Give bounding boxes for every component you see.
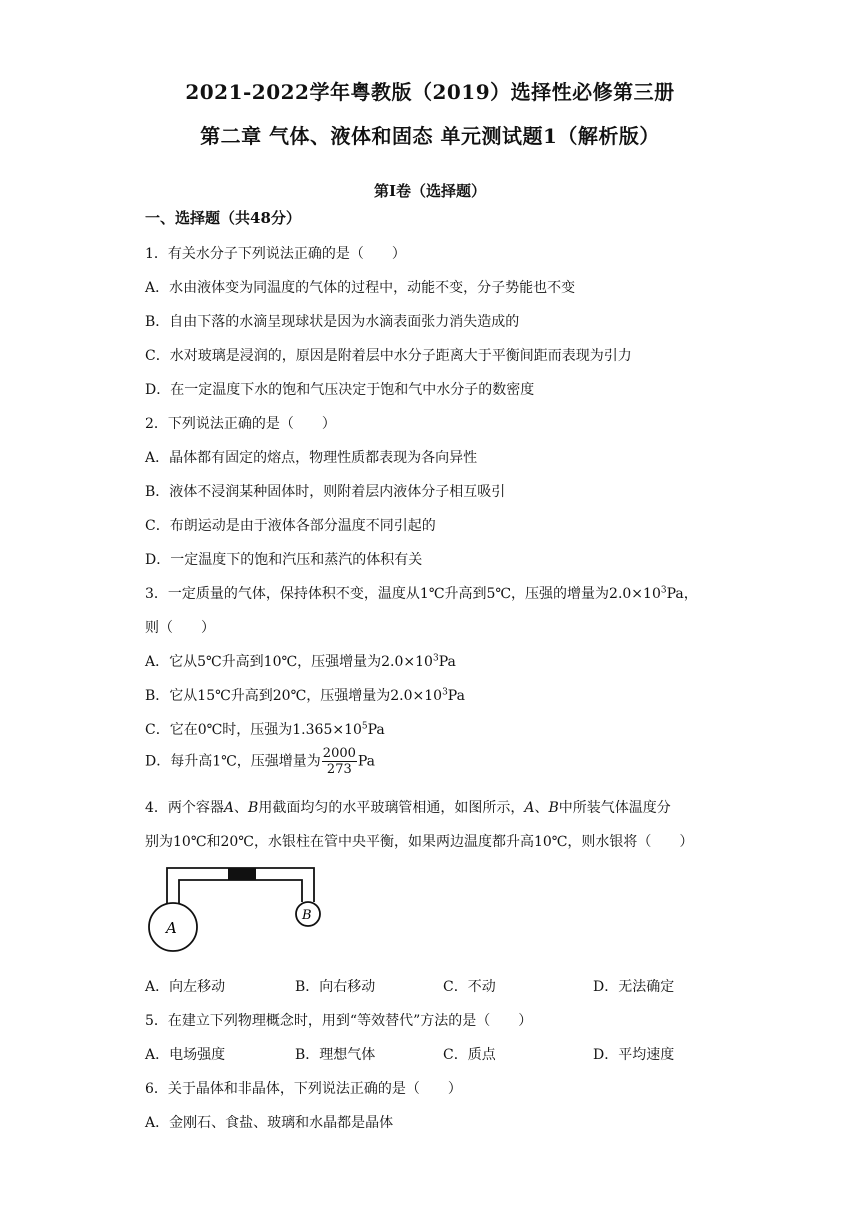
q2-option-d: D．一定温度下的饱和汽压和蒸汽的体积有关 [145,552,423,568]
q5-stem: 5．在建立下列物理概念时，用到“等效替代”方法的是（ ） [145,1013,533,1029]
q4-option-c: C．不动 [443,979,496,995]
q4-option-b: B．向右移动 [295,979,376,995]
q6-stem: 6．关于晶体和非晶体，下列说法正确的是（ ） [145,1081,462,1097]
q3-stem-line2: 则（ ） [145,620,215,636]
section-heading: 一、选择题（共48分） [145,209,301,227]
container-tube-figure [148,862,328,957]
q5-option-c: C．质点 [443,1047,496,1063]
q4-option-d: D．无法确定 [593,979,675,995]
q1-option-c: C．水对玻璃是浸润的，原因是附着层中水分子距离大于平衡间距而表现为引力 [145,348,632,364]
q2-option-c: C．布朗运动是由于液体各部分温度不同引起的 [145,518,436,534]
q5-options [145,1044,725,1066]
q3-option-b: B．它从15℃升高到20℃，压强增量为$2.0\times 10^3Pa$ [145,687,465,704]
q3-option-a: A．它从5℃升高到10℃，压强增量为$2.0\times 10^3Pa$ [145,653,456,670]
q4-stem: 4．两个容器A、B用截面均匀的水平玻璃管相通，如图所示，A、B中所装气体温度分 [145,800,671,816]
document-subtitle: 第二章 气体、液体和固态 单元测试题1（解析版） [200,124,660,148]
q6-option-a: A．金刚石、食盐、玻璃和水晶都是晶体 [145,1115,394,1131]
q2-option-b: B．液体不浸润某种固体时，则附着层内液体分子相互吸引 [145,484,506,500]
q1-option-d: D．在一定温度下水的饱和气压决定于饱和气中水分子的数密度 [145,382,535,398]
q4-stem-line2: 别为10℃和20℃，水银柱在管中央平衡，如果两边温度都升高10℃，则水银将（ ） [145,834,694,850]
q4-option-a: A．向左移动 [145,979,226,995]
document-title: 2021-2022学年粤教版（2019）选择性必修第三册 [185,80,675,104]
q3-option-c: C．它在0℃时，压强为$1.365\times 10^5Pa$ [145,721,385,738]
mercury-column [228,868,256,880]
fig-label-b: B [302,908,312,923]
volume-heading: 第Ⅰ卷（选择题） [373,182,487,200]
q2-option-a: A．晶体都有固定的熔点，物理性质都表现为各向异性 [145,450,478,466]
q2-stem: 2．下列说法正确的是（ ） [145,416,336,432]
q4-options [145,976,725,998]
q3-stem: 3．一定质量的气体，保持体积不变，温度从1℃升高到5℃，压强的增量为$2.0\times 10^3Pa$， [145,585,698,602]
fraction: $\frac{2000}{273}$ [322,746,356,777]
q3-option-d: D．每升高1℃，压强增量为 $\frac{2000}{273}$ Pa [145,746,376,777]
q5-option-d: D．平均速度 [593,1047,675,1063]
q1-option-b: B．自由下落的水滴呈现球状是因为水滴表面张力消失造成的 [145,314,520,330]
q5-option-b: B．理想气体 [295,1047,376,1063]
q5-option-a: A．电场强度 [145,1047,226,1063]
q1-stem: 1．有关水分子下列说法正确的是（ ） [145,246,406,262]
q1-option-a: A．水由液体变为同温度的气体的过程中，动能不变，分子势能也不变 [145,280,576,296]
fig-label-a: A [166,919,177,937]
